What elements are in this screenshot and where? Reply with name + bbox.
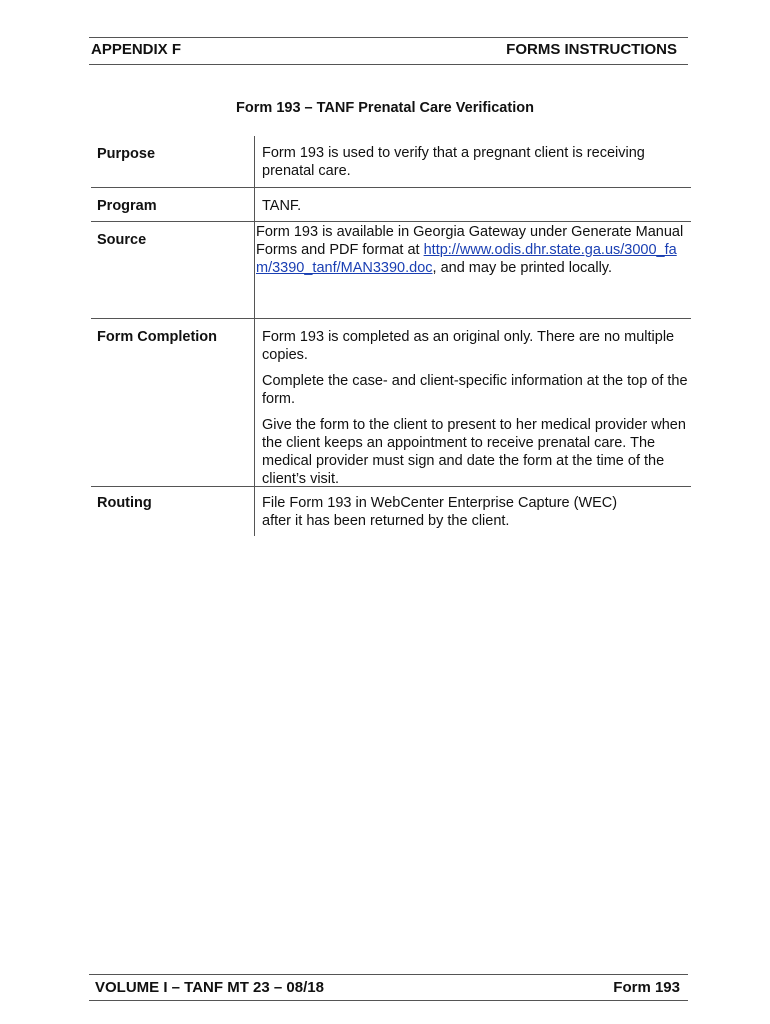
page-title: Form 193 – TANF Prenatal Care Verification [236, 100, 534, 116]
header-top-rule [89, 37, 688, 38]
source-text-before: Form 193 is available in Georgia Gateway under Generate Manual Forms and PDF format at [256, 224, 684, 258]
table-column-divider [254, 136, 255, 536]
completion-paragraph-3: Give the form to the client to present to her medical provider when the client keeps an appointment to receive prenatal care. The medical provider must sign and date the form at the time of the client’s visit. [262, 417, 686, 487]
source-link[interactable]: http://www.odis.dhr.state.ga.us/3000_fam/3390_tanf/MAN3390.doc [256, 242, 677, 276]
source-label: Source [97, 232, 147, 248]
header-section: FORMS INSTRUCTIONS [506, 41, 677, 58]
routing-paragraph: File Form 193 in WebCenter Enterprise Capture (WEC) after it has been returned by the client. [262, 495, 618, 529]
routing-text [262, 494, 642, 538]
header-appendix: APPENDIX F [91, 41, 182, 58]
source-text [256, 223, 688, 285]
completion-paragraph-1: Form 193 is completed as an original only. There are no multiple copies. [262, 329, 675, 363]
form-completion-text [262, 328, 694, 496]
source-text-after: , and may be printed locally. [432, 260, 612, 276]
purpose-label: Purpose [97, 146, 156, 162]
form-completion-label: Form Completion [97, 329, 218, 345]
footer-form-number: Form 193 [613, 979, 680, 996]
purpose-text [262, 144, 694, 188]
source-paragraph [256, 223, 688, 277]
program-text [262, 197, 694, 223]
row-divider-source [91, 318, 691, 319]
footer-top-rule [89, 974, 688, 975]
footer-volume: VOLUME I – TANF MT 23 – 08/18 [95, 979, 324, 996]
program-label: Program [97, 198, 157, 214]
program-paragraph: TANF. [262, 198, 302, 214]
header-bottom-rule [89, 64, 688, 65]
completion-paragraph-2: Complete the case- and client-specific information at the top of the form. [262, 373, 688, 407]
footer-bottom-rule [89, 1000, 688, 1001]
purpose-paragraph: Form 193 is used to verify that a pregnant client is receiving prenatal care. [262, 145, 645, 179]
routing-label: Routing [97, 495, 152, 511]
